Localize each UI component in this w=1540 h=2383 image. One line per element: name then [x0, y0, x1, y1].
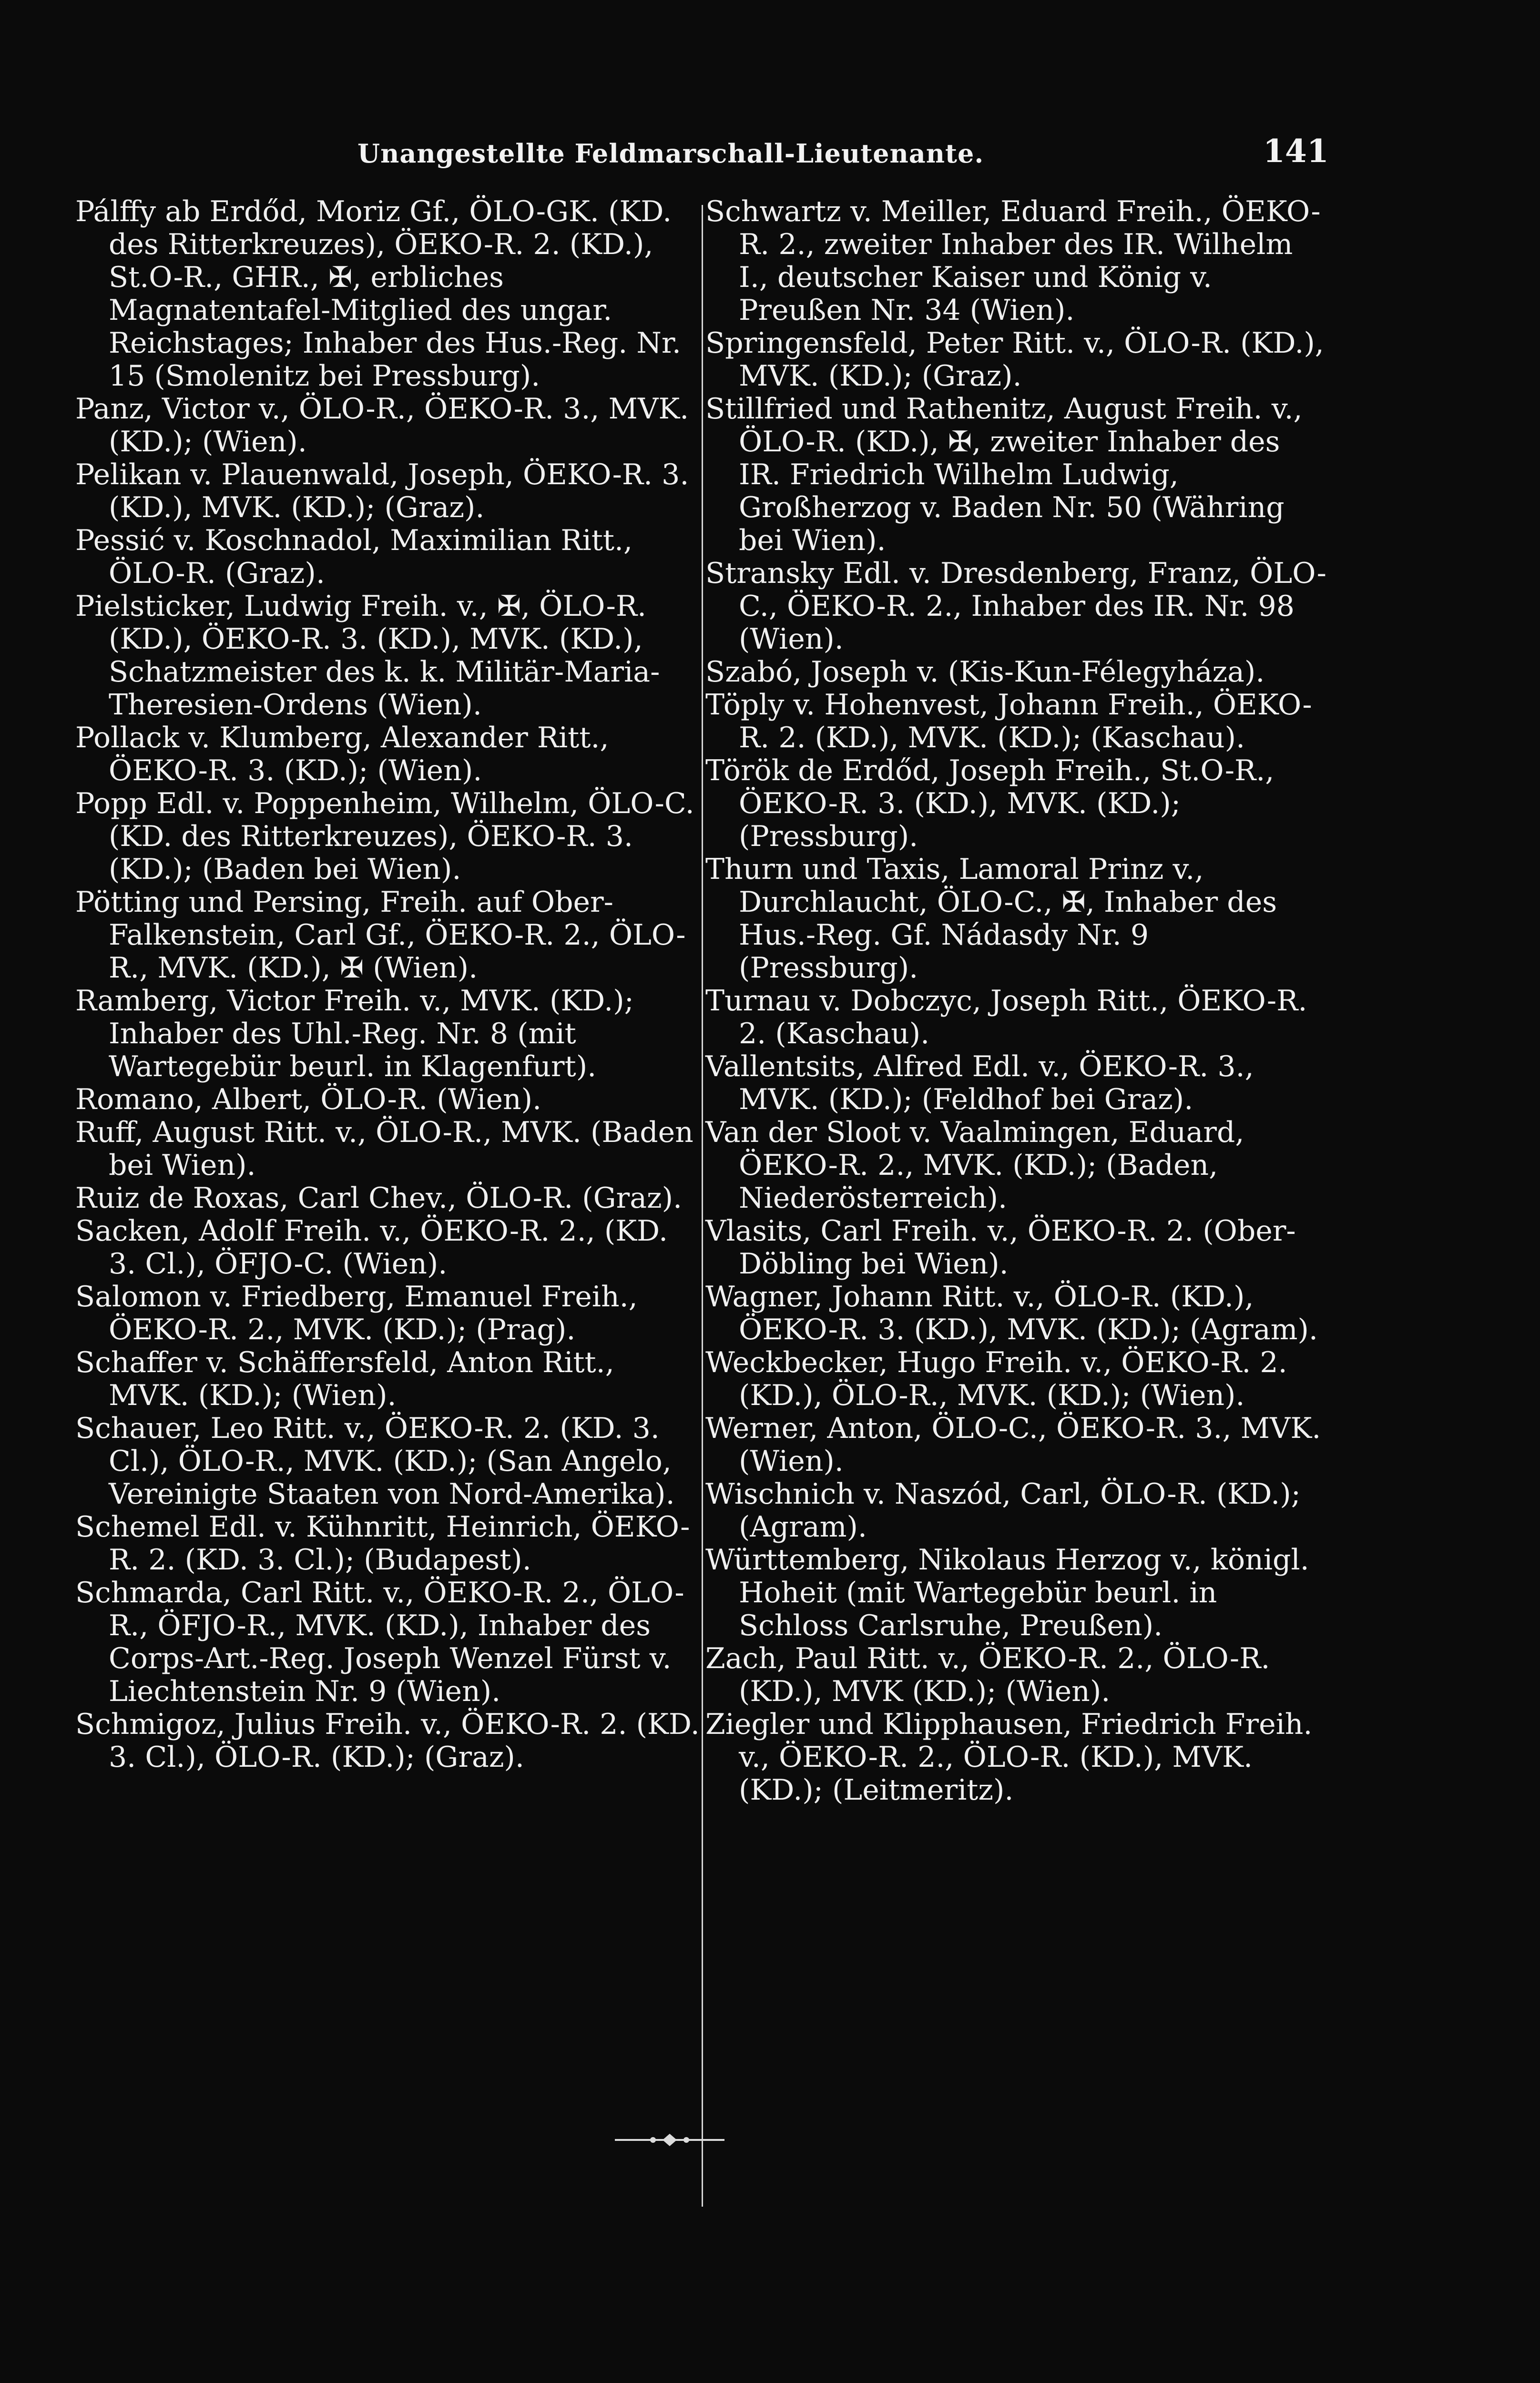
- entry: Panz, Victor v., ÖLO-R., ÖEKO-R. 3., MVK. (KD.); (Wien).: [75, 392, 689, 458]
- entry: Pollack v. Klumberg, Alexander Ritt., ÖEKO-R. 3. (KD.); (Wien).: [75, 721, 609, 787]
- entry: Török de Erdőd, Joseph Freih., St.O-R., ÖEKO-R. 3. (KD.), MVK. (KD.); (Pressburg).: [705, 754, 1275, 853]
- page-number: 141: [1263, 132, 1329, 170]
- entry: Van der Sloot v. Vaalmingen, Eduard, ÖEKO-R. 2., MVK. (KD.); (Baden, Niederösterreich).: [705, 1116, 1244, 1215]
- entry: Wagner, Johann Ritt. v., ÖLO-R. (KD.), ÖEKO-R. 3. (KD.), MVK. (KD.); (Agram).: [705, 1280, 1318, 1346]
- entry: Szabó, Joseph v. (Kis-Kun-Félegyháza).: [705, 655, 1265, 689]
- entry: Stillfried und Rathenitz, August Freih. v., ÖLO-R. (KD.), ✠, zweiter Inhaber des IR. Friedrich Wilhelm Ludwig, Großherzog v. Baden Nr. 50 (Währing bei Wien).: [705, 392, 1303, 557]
- entry: Schauer, Leo Ritt. v., ÖEKO-R. 2. (KD. 3. Cl.), ÖLO-R., MVK. (KD.); (San Angelo, Vereinigte Staaten von Nord-Amerika).: [75, 1412, 675, 1511]
- entry: Popp Edl. v. Poppenheim, Wilhelm, ÖLO-C. (KD. des Ritterkreuzes), ÖEKO-R. 3. (KD.); (Baden bei Wien).: [75, 787, 694, 886]
- entry: Werner, Anton, ÖLO-C., ÖEKO-R. 3., MVK. (Wien).: [705, 1412, 1321, 1478]
- entry: Romano, Albert, ÖLO-R. (Wien).: [75, 1083, 542, 1116]
- entry: Pötting und Persing, Freih. auf Ober-Falkenstein, Carl Gf., ÖEKO-R. 2., ÖLO-R., MVK. (KD.), ✠ (Wien).: [75, 886, 686, 985]
- entry: Zach, Paul Ritt. v., ÖEKO-R. 2., ÖLO-R. (KD.), MVK (KD.); (Wien).: [705, 1642, 1270, 1708]
- entry: Pielsticker, Ludwig Freih. v., ✠, ÖLO-R. (KD.), ÖEKO-R. 3. (KD.), MVK. (KD.), Schatzmeister des k. k. Militär-Maria-Theresien-Ordens (Wien).: [75, 590, 660, 722]
- entry: Stransky Edl. v. Dresdenberg, Franz, ÖLO-C., ÖEKO-R. 2., Inhaber des IR. Nr. 98 (Wien).: [705, 557, 1326, 656]
- ornament-icon: [615, 2128, 724, 2152]
- entry: Württemberg, Nikolaus Herzog v., königl. Hoheit (mit Wartegebür beurl. in Schloss Carlsruhe, Preußen).: [705, 1543, 1309, 1642]
- right-column: [705, 195, 1330, 1807]
- entry: Wischnich v. Naszód, Carl, ÖLO-R. (KD.); (Agram).: [705, 1477, 1301, 1544]
- entry: Turnau v. Dobczyc, Joseph Ritt., ÖEKO-R. 2. (Kaschau).: [705, 984, 1307, 1050]
- entry: Ruiz de Roxas, Carl Chev., ÖLO-R. (Graz).: [75, 1181, 683, 1215]
- entry: Sacken, Adolf Freih. v., ÖEKO-R. 2., (KD. 3. Cl.), ÖFJO-C. (Wien).: [75, 1214, 668, 1281]
- entry: Schwartz v. Meiller, Eduard Freih., ÖEKO-R. 2., zweiter Inhaber des IR. Wilhelm I., deutscher Kaiser und König v. Preußen Nr. 34 (Wien).: [705, 195, 1321, 327]
- column-divider: [702, 205, 703, 2207]
- entry: Pálffy ab Erdőd, Moriz Gf., ÖLO-GK. (KD. des Ritterkreuzes), ÖEKO-R. 2. (KD.), St.O-R., GHR., ✠, erbliches Magnatentafel-Mitglied des ungar. Reichstages; Inhaber des Hus.-Reg. Nr. 15 (Smolenitz bei Pressburg).: [75, 195, 681, 393]
- entry: Thurn und Taxis, Lamoral Prinz v., Durchlaucht, ÖLO-C., ✠, Inhaber des Hus.-Reg. Gf. Nádasdy Nr. 9 (Pressburg).: [705, 853, 1277, 985]
- running-header: Unangestellte Feldmarschall-Lieutenante.: [357, 138, 984, 169]
- entry: Salomon v. Friedberg, Emanuel Freih., ÖEKO-R. 2., MVK. (KD.); (Prag).: [75, 1280, 638, 1346]
- entry: Schmarda, Carl Ritt. v., ÖEKO-R. 2., ÖLO-R., ÖFJO-R., MVK. (KD.), Inhaber des Corps-Art.-Reg. Joseph Wenzel Fürst v. Liechtenstein Nr. 9 (Wien).: [75, 1576, 684, 1708]
- entry: Ruff, August Ritt. v., ÖLO-R., MVK. (Baden bei Wien).: [75, 1116, 694, 1182]
- entry: Weckbecker, Hugo Freih. v., ÖEKO-R. 2. (KD.), ÖLO-R., MVK. (KD.); (Wien).: [705, 1346, 1287, 1412]
- entry: Töply v. Hohenvest, Johann Freih., ÖEKO-R. 2. (KD.), MVK. (KD.); (Kaschau).: [705, 688, 1312, 754]
- entry: Pelikan v. Plauenwald, Joseph, ÖEKO-R. 3. (KD.), MVK. (KD.); (Graz).: [75, 458, 689, 524]
- left-column: [75, 195, 700, 1774]
- entry: Springensfeld, Peter Ritt. v., ÖLO-R. (KD.), MVK. (KD.); (Graz).: [705, 326, 1324, 393]
- entry: Vallentsits, Alfred Edl. v., ÖEKO-R. 3., MVK. (KD.); (Feldhof bei Graz).: [705, 1050, 1254, 1116]
- entry: Schaffer v. Schäffersfeld, Anton Ritt., MVK. (KD.); (Wien).: [75, 1346, 614, 1412]
- entry: Pessić v. Koschnadol, Maximilian Ritt., ÖLO-R. (Graz).: [75, 524, 633, 590]
- entry: Schmigoz, Julius Freih. v., ÖEKO-R. 2. (KD. 3. Cl.), ÖLO-R. (KD.); (Graz).: [75, 1708, 700, 1774]
- entry: Vlasits, Carl Freih. v., ÖEKO-R. 2. (Ober-Döbling bei Wien).: [705, 1214, 1296, 1281]
- entry: Schemel Edl. v. Kühnritt, Heinrich, ÖEKO-R. 2. (KD. 3. Cl.); (Budapest).: [75, 1510, 690, 1577]
- entry: Ziegler und Klipphausen, Friedrich Freih. v., ÖEKO-R. 2., ÖLO-R. (KD.), MVK. (KD.); (Leitmeritz).: [705, 1708, 1313, 1807]
- entry: Ramberg, Victor Freih. v., MVK. (KD.); Inhaber des Uhl.-Reg. Nr. 8 (mit Wartegebür beurl. in Klagenfurt).: [75, 984, 634, 1083]
